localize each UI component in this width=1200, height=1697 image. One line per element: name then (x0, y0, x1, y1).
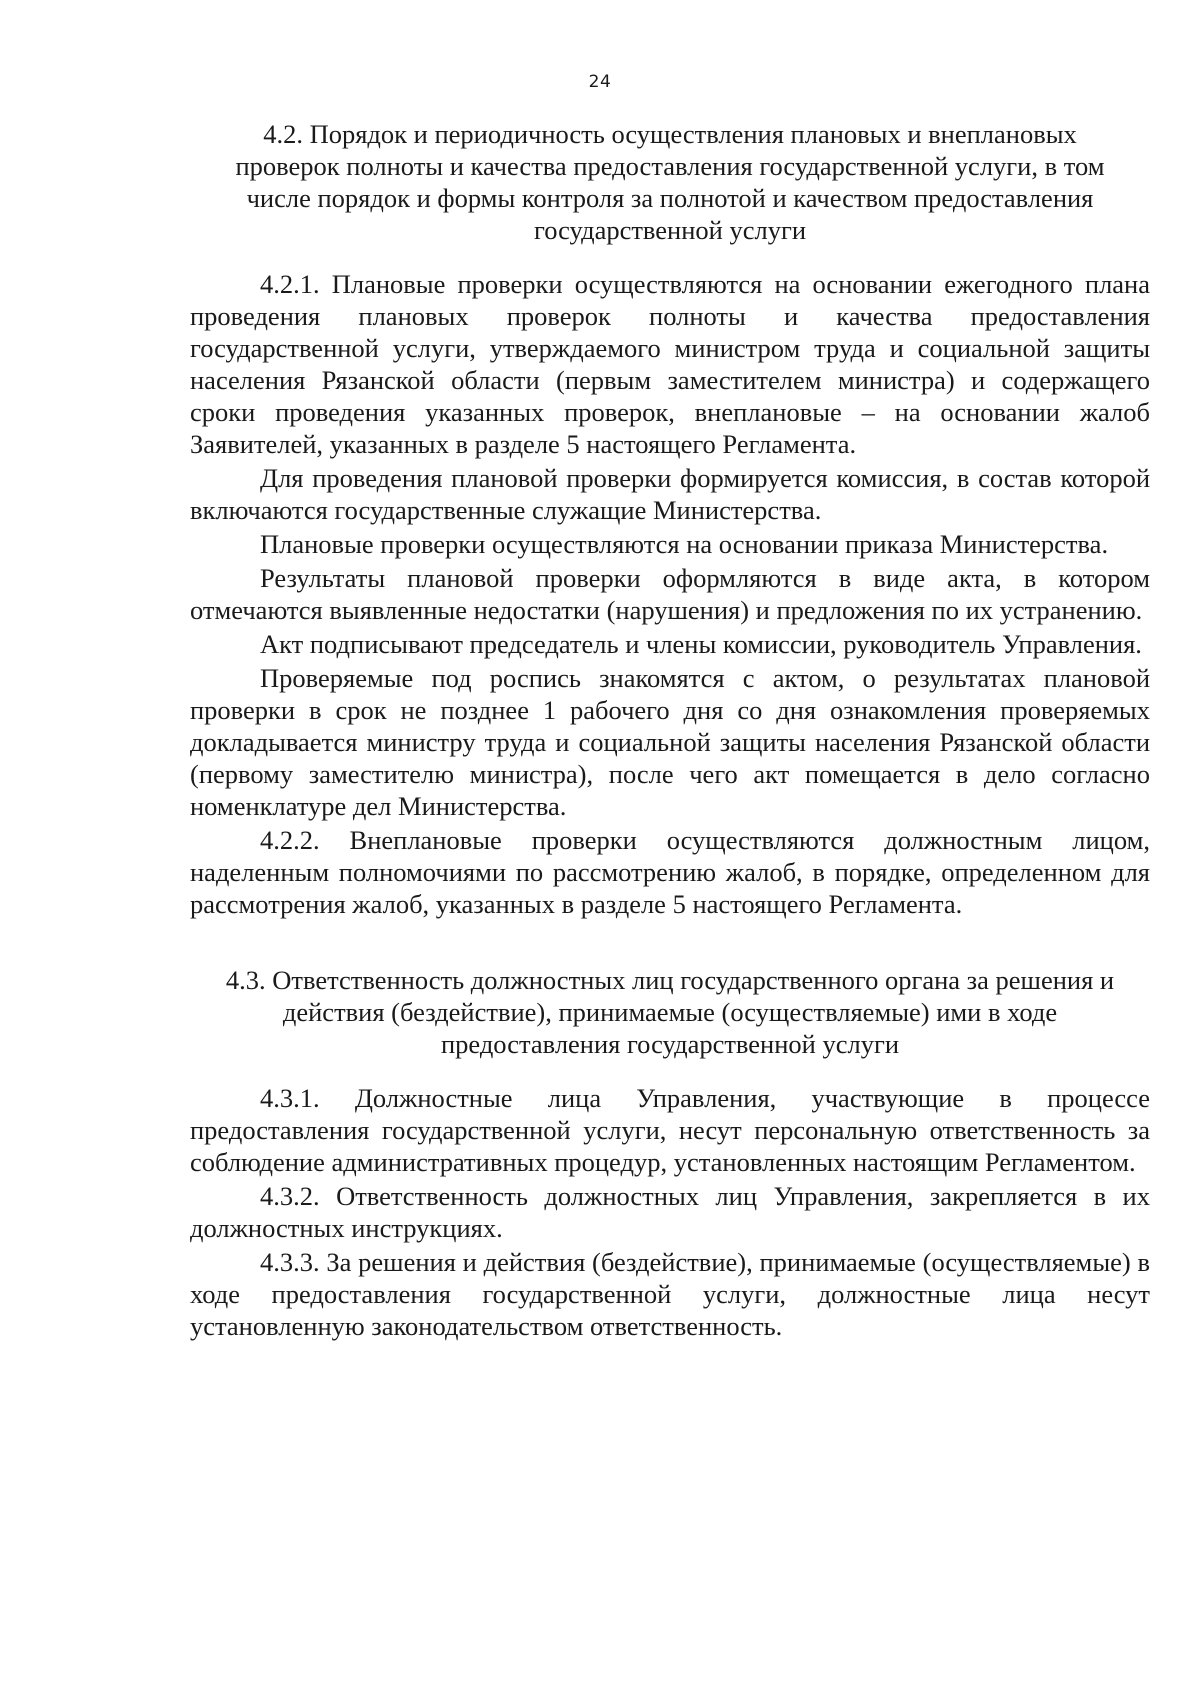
paragraph-4-3-2: 4.3.2. Ответственность должностных лиц Управления, закрепляется в их должностных инструкциях. (190, 1181, 1150, 1243)
paragraph-4-3-1: 4.3.1. Должностные лица Управления, участвующие в процессе предоставления государственной услуги, несут персональную ответственность за соблюдение административных процедур, установленных настоящим Регламентом. (190, 1083, 1150, 1177)
document-body (190, 118, 1150, 1344)
paragraph-order: Плановые проверки осуществляются на основании приказа Министерства. (260, 529, 1109, 559)
page-number: 24 (588, 72, 612, 92)
paragraph-results: Результаты плановой проверки оформляются в виде акта, в котором отмечаются выявленные недостатки (нарушения) и предложения по их устранению. (190, 563, 1150, 625)
paragraph-4-3-3: 4.3.3. За решения и действия (бездействие), принимаемые (осуществляемые) в ходе предоставления государственной услуги, должностные лица несут установленную законодательством ответственность. (190, 1247, 1150, 1341)
paragraph-commission: Для проведения плановой проверки формируется комиссия, в состав которой включаются государственные служащие Министерства. (190, 463, 1150, 525)
section-heading-4-2: 4.2. Порядок и периодичность осуществления плановых и внеплановых проверок полноты и качества предоставления государственной услуги, в том числе порядок и формы контроля за полнотой и качеством предоставления государственной услуги (235, 119, 1105, 245)
paragraph-4-2-2: 4.2.2. Внеплановые проверки осуществляются должностным лицом, наделенным полномочиями по рассмотрению жалоб, в порядке, определенном для рассмотрения жалоб, указанных в разделе 5 настоящего Регламента. (190, 825, 1150, 919)
paragraph-act-signing: Акт подписывают председатель и члены комиссии, руководитель Управления. (260, 629, 1142, 659)
paragraph-4-2-1: 4.2.1. Плановые проверки осуществляются на основании ежегодного плана проведения плановых проверок полноты и качества предоставления государственной услуги, утверждаемого министром труда и социальной защиты населения Рязанской области (первым заместителем министра) и содержащего сроки проведения указанных проверок, внеплановые – на основании жалоб Заявителей, указанных в разделе 5 настоящего Регламента. (190, 269, 1150, 459)
paragraph-acquaintance: Проверяемые под роспись знакомятся с актом, о результатах плановой проверки в срок не позднее 1 рабочего дня со дня ознакомления проверяемых докладывается министру труда и социальной защиты населения Рязанской области (первому заместителю министра), после чего акт помещается в дело согласно номенклатуре дел Министерства. (190, 663, 1150, 821)
section-heading-4-3: 4.3. Ответственность должностных лиц государственного органа за решения и действия (бездействие), принимаемые (осуществляемые) ими в ходе предоставления государственной услуги (225, 965, 1115, 1059)
